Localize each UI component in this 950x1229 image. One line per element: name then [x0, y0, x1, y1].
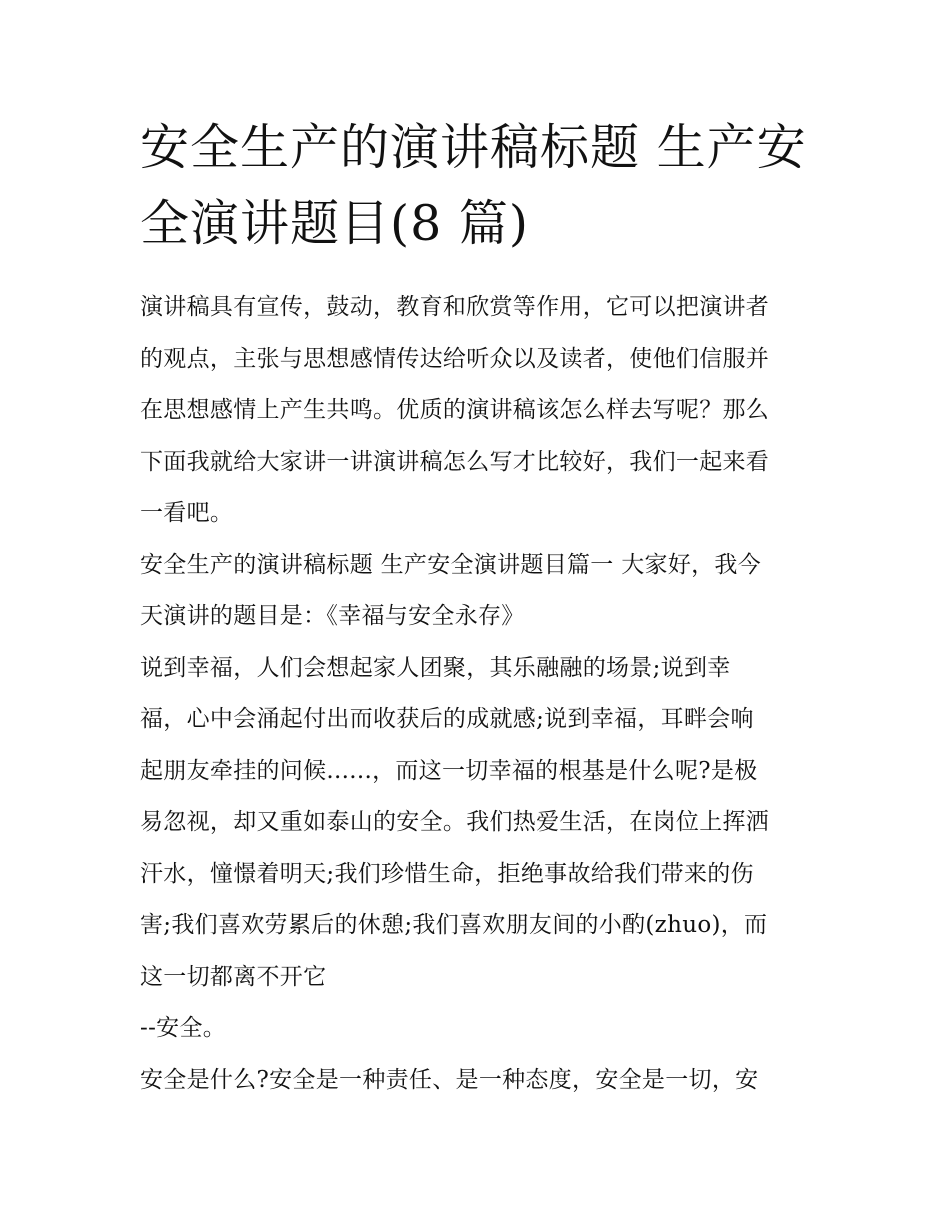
text-line: 天演讲的题目是：《幸福与安全永存》 [140, 603, 525, 629]
text-line: 一看吧。 [140, 500, 234, 526]
section-heading-paragraph [140, 540, 812, 643]
text-line: 下面我就给大家讲一讲演讲稿怎么写才比较好，我们一起来看 [140, 448, 770, 475]
document-page [140, 110, 812, 1106]
text-line: 演讲稿具有宣传，鼓动，教育和欣赏等作用，它可以把演讲者 [140, 294, 770, 320]
text-line: 这一切都离不开它 [140, 963, 327, 990]
text-line: 福，心中会涌起付出而收获后的成就感;说到幸福，耳畔会响 [140, 706, 754, 732]
document-title [140, 110, 812, 262]
text-line: --安全。 [140, 1015, 227, 1041]
title-line: 安全生产的演讲稿标题 生产安 [140, 119, 807, 176]
text-line: 易忽视，却又重如泰山的安全。我们热爱生活，在岗位上挥洒 [140, 809, 770, 835]
body-paragraph [140, 643, 812, 1004]
text-line: 的观点，主张与思想感情传达给听众以及读者，使他们信服并 [140, 345, 770, 372]
intro-paragraph [140, 282, 812, 540]
text-line: 起朋友牵挂的问候......，而这一切幸福的根基是什么呢?是极 [140, 757, 758, 784]
title-line: 全演讲题目(8 篇) [140, 195, 529, 252]
text-line: 害;我们喜欢劳累后的休憩;我们喜欢朋友间的小酌(zhuo)，而 [140, 912, 768, 938]
text-line: 安全是什么?安全是一种责任、是一种态度，安全是一切，安 [140, 1066, 759, 1093]
body-paragraph [140, 1003, 812, 1055]
text-line: 说到幸福，人们会想起家人团聚，其乐融融的场景;说到幸 [140, 654, 731, 681]
text-line: 安全生产的演讲稿标题 生产安全演讲题目篇一 大家好，我今 [140, 551, 762, 578]
text-line: 在思想感情上产生共鸣。优质的演讲稿该怎么样去写呢？那么 [140, 397, 770, 423]
body-paragraph [140, 1055, 812, 1107]
text-line: 汗水，憧憬着明天;我们珍惜生命，拒绝事故给我们带来的伤 [140, 860, 754, 887]
